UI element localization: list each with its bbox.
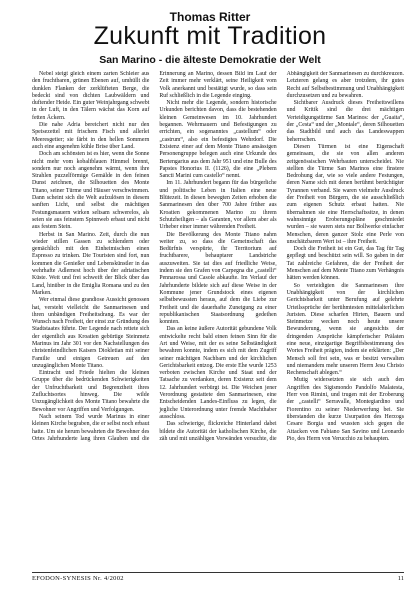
paragraph: Doch die Freiheit ist ein Gut, das Tag für Tag gepflegt und beschützt sein will. So gaben in der Tat zahlreiche Gefahren, die der Freiheit der Menschen auf dem Monte Titano zum Verhängnis hätten werden können. — [286, 246, 404, 282]
paragraph: Diesen Türmen ist eine Eigenschaft gemeinsam, die sie von allen anderen zeitgenössischen Wehrbauten unterscheidet. Nie stellten die Türme San Marinos eine finstere Bedrohung dar, wie so viele andere Festungen, deren Name sich mit denen berühmt berüchtigter Tyrannen verband. Sie waren vielmehr Ausdruck der Freiheit von Bürgern, die sie ausschließlich zum eigenen Schutz erbaut hatten. Nie übernahmen sie eine Herrschaftssitze, in denen wahnsinnige Eroberungspläne geschmiedet wurden – sie waren stets nur Bollwerke einfacher Menschen, deren ganzer Stolz eine Perle von unschätzbarem Wert ist – ihre Freiheit. — [286, 143, 404, 245]
paragraph: Im 11. Jahrhundert begann für das bürgerliche und politische Leben in Italien eine neue Blütezeit. In diesen bewegten Zeiten erhoben die Sanmarinesen den über 700 Jahre früher aus Kroatien gekommenen Marino zu ihrem Schutzheiligen – als Garanten, vor allem aber als Urheber einer immer währenden Freiheit. — [159, 180, 277, 231]
paragraph: Sichtbarer Ausdruck dieses Freiheitswillens und Kritik sind die drei mächtigen Verteidigungstürme San Marinos: der „Guaita“, der „Cesta“ und der „Montale“, deren Silhouetten das Stadtbild und auch das Landeswappen beherrschen. — [286, 100, 404, 143]
article-title: Zukunft mit Tradition — [93, 22, 327, 50]
paragraph: Das schwierige, flickreiche Hinterland dabei bildete die Autorität der katholischen Kirche, die zäh und mit unzähligen Vorwänden versuchte, die Abhängigkeit der Sanmarinesen zu durchkreuzen. Letzteren gelang es aber trotzdem, ihr gutes Recht auf Selbstbestimmung und Unabhängigkeit durchzusetzen und zu bewahren. — [159, 71, 404, 442]
article-subtitle: San Marino - die älteste Demokratie der Welt — [99, 54, 321, 66]
paragraph: Herbst in San Marino. Zeit, durch die nun wieder stillen Gassen zu schlendern oder gemächlich mit den Einheimischen einen Espresso zu trinken. Die Touristen sind fort, nun kommen die Genießer und Lebenskünstler in das wehrhafte Adlernest hoch über der adriatischen Küste. Weit und frei schweift der Blick über das Land, hinüber in die Emiglia Romana und zu den Marken. — [32, 231, 150, 296]
paragraph: Mutig widersetzten sie sich auch den Angriffen des Sigismondo Pandolfo Malatesta, Herr von Rimini, und trugen mit der Eroberung der „castelli“ Serravalle, Montegiardino und Fiorentino zu seiner Niederwerfung bei. Sie überstanden die kurze Usurpation des Herzogs Cesare Borgia und wussten sich gegen die Attacken von Fabiano San Savino und Leonardo Pio, des Herrn von Verucchio zu behaupten. — [286, 377, 404, 442]
paragraph: Das an keine äußere Autorität gebundene Volk entwickelte recht bald einen feinen Sinn für die Art und Weise, mit der es seine Selbständigkeit bewahren konnte, indem es sich mit dem Zugriff seiner mächtigen Nachbarn und der kirchlichen Gerichtsbarkeit entzog. Die erste Ehe wurde 1253 verboten zwischen Kirche und Staat und der Tatsache zu verdanken, deren Existenz seit dem 12. Jahrhundert verbürgt ist. Die Weichen jener Verordnung gestattete den Sanmarinesen, eine Entscheidenden Landes-Einfluss zu legen, die jegliche Unterordnung unter fremde Machthaber ausschloss. — [159, 326, 277, 420]
paragraph: Nicht mehr die Legende, sondern historische Urkunden berichten davon, dass die bestehenden kleinen Gemeinwesen im 10. Jahrhundert begannen. Wehrmauern und Befestigungen zu errichten, ein sogenanntes „castellum“ oder „castrum“, also ein befestigtes Wehrdorf. Die Existenz einer auf dem Monte Titano ansässigen Personengruppe belegen auch eine Urkunde des Bertengarius aus dem Jahr 951 und eine Bulle des Papstes Honorius II. (1126), die eine „Plebem Sancti Marini cum castello“ nennt. — [159, 100, 277, 180]
publication-name: EFODON-SYNESIS Nr. 4/2002 — [32, 575, 124, 582]
paragraph: Doch am schönsten ist es hier, wenn die Sonne nicht mehr vom kobaltblauen Himmel brennt, sondern nur noch angenehm wärmt, wenn ihre Strahlen puzzelförmige Gemälde in den feinen Dunst zeichnen, die Silhouetten des Monte Titano, seiner Türme und Häuser verschwimmen. Dann scheint sich die Welt aufzulösen in diesem sanften Licht, und selbst die mächtigen Festungsmauern wirken seltsam schwerelos, als seien sie aus feinstem Spinnweb erbaut und nicht aus festem Stein. — [32, 151, 150, 231]
paragraph: Eintracht und Friede hielten die kleinen Gruppe über die bedrückenden Schwierigkeiten der Unfruchtbarkeit und Begrenztheit ihres Zufluchtsortes hinweg. Die wilde Unzugänglichkeit des Monte Titano bewahrte die Bewohner vor Angriffen und Verfolgungen. — [32, 370, 150, 413]
article-author: Thomas Ritter — [169, 10, 251, 24]
article-body — [32, 71, 404, 563]
paragraph: Nach seinem Tod wurde Marinus in einer kleinen Kirche begraben, die er selbst noch erbaut hatte. Um sie herum bewahrten die Bewohner des Ortes Jahrhunderte lang ihren Glauben und die Erinnerung an Marino, dessen Bild im Lauf der Zeit immer mehr verklärt, seine Heiligkeit vom Volk anerkannt und bestätigt wurde, so dass sein Ruf schließlich in die Legende einging. — [32, 71, 277, 442]
paragraph: So verteidigten die Sanmarinesen ihre Unabhängigkeit von der kirchlichen Gerichtsbarkeit unter Berufung auf gelehrte Urteilssprüche der berühmtesten mittelalterlichen Juristen. Diese scharfen Hirten, Bauern und Steinmetze wecken noch heute unsere Bewunderung, wenn sie angesichts der dringenden Ansprüche kämpferischer Prälaten eine neue, einzigartige Begriffsbestimmung des Wortes Freiheit prägten, indem sie erklärten: „Der Mensch soll frei sein, was er besitzt verwalten und niemandem mehr unseren Herrn Jesu Christo Rechenschaft ablegen.“ — [286, 282, 404, 377]
paragraph: Wer einmal diese grandiose Aussicht genossen hat, versteht vielleicht die Sanmarinesen und ihren unbändigen Freiheitsdrang. Es war der Wunsch nach Freiheit, der einst zur Gründung des Stadtstaates führte. Der Legende nach rettete sich der eigentlich aus Kroatien gebürtige Steinmetz Marinus im Jahr 301 vor den Nachstellungen des christenfeindlichen Kaisers Diokletian mit seiner Familie und einigen Getreuen auf den unzugänglichen Monte Titano. — [32, 297, 150, 369]
paragraph: Die Bevölkerung des Monte Titano nahm weiter zu, so dass die Gemeinschaft das Bedürfnis verspürte, ihr Territorium auf fruchtbarere, behauptarer Landstriche auszuweiten. Sie tat dies auf friedliche Weise, indem sie den Grafen von Carpegna die „castelli“ Pennarossa und Casole abkaufte. Im Verlauf der Jahrhunderte bildete sich auf diese Weise in der Kommune jener Grundstock eines eigenen selbstbewussten heraus, auf dem die Liebe zur Freiheit und die dauerhafte Zuneigung zu einer republikanischen Staatsordnung gedeihen konnten. — [159, 231, 277, 326]
paragraph: Die nahe Adria bereichert nicht nur den Speisezettel mit frischem Fisch und allerlei Meeresgetier; sie färbt in den hellen Sommern auch eine angenehm kühle Brise über Land. — [32, 122, 150, 150]
footer-divider — [32, 572, 404, 573]
paragraph: Nebel steigt gleich einem zarten Schleier aus den fruchtbaren, grünen Ebenen auf, umhüllt die dunklen Flanken der zerklüfteten Berge, die bedeckt sind von dichten Laubwäldern und duftender Heide. Ein guter Weinjahrgang schwebt in der Luft, in den Tälern wächst das Korn auf fetten Äckern. — [32, 71, 150, 121]
page-number: 11 — [397, 575, 404, 582]
